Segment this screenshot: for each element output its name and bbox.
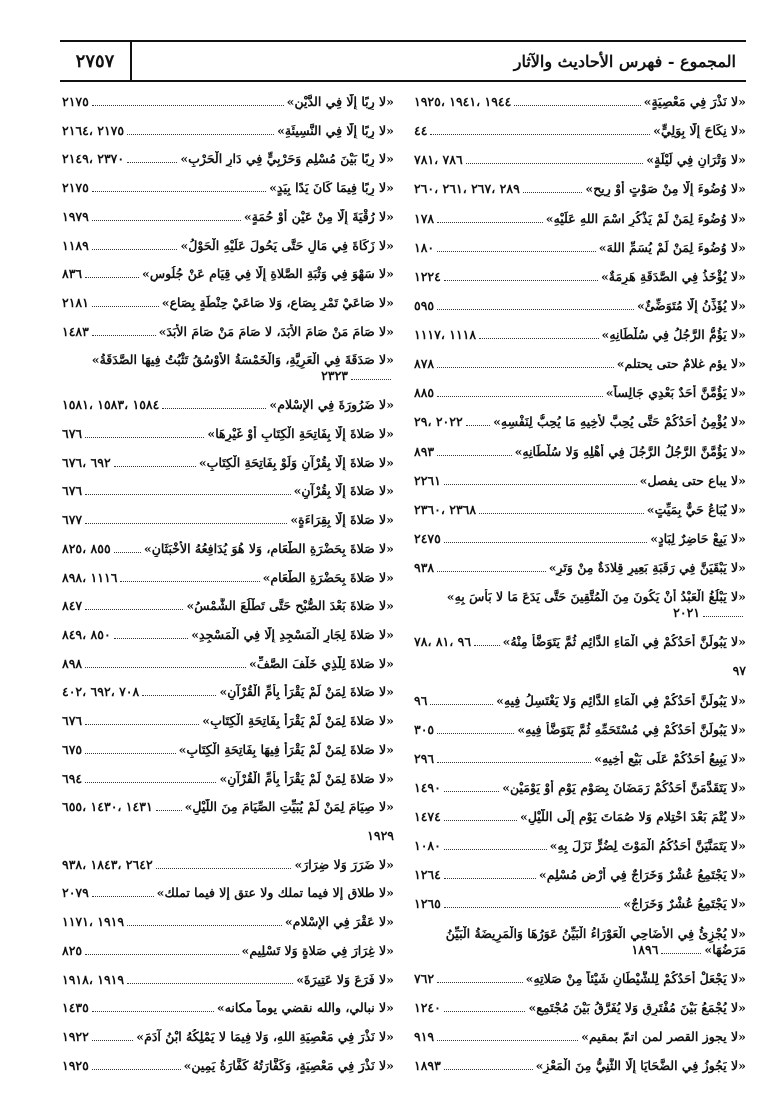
page-refs: ٢٢٦١ bbox=[414, 472, 441, 488]
dot-leader bbox=[92, 94, 284, 106]
page-refs: ٢٣٢٣ bbox=[321, 368, 348, 384]
hadith-text: «لا يَؤُمَّنَّ أَحَدٌ بَعْدِي جَالِساً» bbox=[605, 385, 746, 401]
hadith-text: «لا يباع حتى يفصل» bbox=[639, 472, 746, 488]
dot-leader bbox=[120, 570, 259, 582]
page-refs: ٨٧٨ bbox=[414, 356, 435, 372]
hadith-text: «لا يَبِيعُ أَحَدُكُمْ عَلَى بَيْعِ أَخِيهِ» bbox=[594, 750, 746, 766]
index-entry bbox=[414, 751, 746, 767]
index-entry bbox=[414, 414, 746, 430]
index-entry bbox=[62, 209, 394, 225]
hadith-text: «لا صَلاةَ لِلَّذِي خَلْفَ الصَّفِّ» bbox=[249, 655, 394, 671]
index-entry bbox=[62, 1058, 394, 1074]
index-entry bbox=[414, 240, 746, 256]
hadith-text: «لا يَجْتَمِعُ عُشْرٌ وَخَرَاجٌ» bbox=[623, 896, 746, 912]
hadith-text: «لا رِبًا بَيْنَ مُسْلِمٍ وَحَرْبِيٍّ فِي دَارِ الْحَرْبِ» bbox=[180, 151, 394, 167]
hadith-text: «لا يَؤُمُّ الرَّجُلُ فِي سُلْطَانِهِ» bbox=[601, 327, 746, 342]
page-refs-continued: ١٩٢٩ bbox=[367, 827, 394, 843]
page-refs: ٩١٩ bbox=[414, 1028, 435, 1044]
index-entry bbox=[414, 971, 746, 987]
index-entry bbox=[62, 455, 394, 471]
page-refs: ٥٩٥ bbox=[414, 297, 435, 313]
dot-leader bbox=[466, 152, 644, 164]
dot-leader bbox=[85, 656, 246, 668]
dot-leader bbox=[127, 972, 293, 984]
page-refs: ٢١٨١ bbox=[62, 295, 89, 311]
dot-leader bbox=[430, 693, 493, 705]
index-entry bbox=[62, 684, 394, 700]
page-refs: ٢١٧٥ bbox=[62, 94, 89, 109]
hadith-text: «لا فَرَعَ وَلا عَتِيرَةَ» bbox=[296, 971, 394, 987]
page-refs: ٢٠٧٩ bbox=[62, 885, 89, 901]
page-refs: ٦٧٦ bbox=[62, 425, 83, 441]
page-refs: ٦٧٥ bbox=[62, 741, 83, 757]
index-entry bbox=[414, 211, 746, 227]
hadith-text: «لا صَلاةَ لِمَنْ لَمْ يَقْرَأْ بِأُمِّ الْقُرْآنِ» bbox=[219, 770, 394, 786]
index-entry bbox=[62, 857, 394, 873]
dot-leader bbox=[474, 634, 499, 646]
index-entry bbox=[62, 885, 394, 901]
dot-leader bbox=[437, 560, 546, 572]
index-entry bbox=[62, 94, 394, 110]
dot-leader bbox=[85, 742, 175, 754]
dot-leader bbox=[444, 896, 620, 908]
dot-leader bbox=[479, 327, 598, 339]
dot-leader bbox=[92, 1000, 214, 1012]
page-refs: ١٨٩٦ bbox=[631, 941, 659, 957]
index-entry bbox=[62, 483, 394, 499]
index-entry bbox=[414, 123, 746, 139]
hadith-text: «لا صَامَ مَنْ صَامَ الأَبَدَ، لا صَامَ مَنْ صَامَ الأَبَدَ» bbox=[158, 323, 394, 339]
hadith-text: «لا غِرَارَ فِي صَلاةٍ وَلا تَسْلِيمٍ» bbox=[241, 942, 394, 958]
hadith-text: «لا عَقْرَ فِي الإِسْلامِ» bbox=[284, 914, 394, 930]
hadith-text: «لا يَبْقَيَنَّ فِي رَقَبَةِ بَعِيرٍ قِلادَةٌ مِنْ وَتَرٍ» bbox=[548, 560, 746, 575]
hadith-text: «لا يجوز القصر لمن اتمّ بمقيم» bbox=[581, 1028, 746, 1044]
hadith-text: «لا يُؤَذِّنُ إِلَّا مُتَوَضِّئٌ» bbox=[636, 297, 746, 313]
page-number: ٢٧٥٧ bbox=[60, 42, 132, 80]
hadith-text: «لا نِكَاحَ إِلَّا بِوَلِيٍّ» bbox=[653, 123, 746, 139]
index-entry bbox=[414, 693, 746, 709]
dot-leader bbox=[430, 123, 650, 135]
page-refs: ٨٣٦ bbox=[62, 266, 83, 282]
hadith-text: «لا صَلاةَ لِمَنْ لَمْ يَقْرَأْ فِيهَا بِفَاتِحَةِ الْكِتَابِ» bbox=[178, 741, 394, 757]
dot-leader bbox=[127, 123, 274, 135]
index-entry bbox=[414, 560, 746, 576]
page-refs: ٨٢٥ bbox=[62, 942, 83, 958]
dot-leader bbox=[156, 799, 182, 811]
page-refs: ٦٧٦ bbox=[62, 713, 83, 729]
index-entry bbox=[62, 397, 394, 413]
hadith-text: «لا يَبْلُغُ الْعَبْدُ أَنْ يَكُونَ مِنَ الْمُتَّقِينَ حَتَّى يَدَعَ مَا لا بَأْسَ بِهِ» bbox=[446, 589, 746, 605]
hadith-text: «لا يُجْزِئُ فِي الأَضَاحِي الْعَوْرَاءُ الْبَيِّنُ عَوَرُهَا وَالْمَرِيضَةُ الْبَيِّنُ مَرَضُهَا» bbox=[445, 925, 746, 957]
page-refs: ١٩١٩ ،١١٧١ bbox=[62, 914, 125, 930]
index-entry bbox=[414, 298, 746, 314]
page-header bbox=[60, 40, 746, 82]
page-refs: ١٨٠ bbox=[414, 239, 435, 255]
index-entry bbox=[414, 531, 746, 547]
page-refs: ٨٨٥ bbox=[414, 385, 435, 401]
hadith-text: «لا صَلاةَ بَعْدَ الصُّبْحِ حَتَّى تَطْلُعَ الشَّمْسُ» bbox=[186, 598, 394, 614]
page-refs: ١٠٨٠ bbox=[414, 838, 441, 854]
page-refs: ٩٦ ،٨١ ،٧٨ bbox=[414, 634, 472, 650]
dot-leader bbox=[92, 1058, 181, 1070]
page-refs: ٢٠٢١ bbox=[673, 605, 700, 621]
dot-leader bbox=[466, 414, 490, 426]
page-refs: ٨٩٣ bbox=[414, 443, 435, 459]
hadith-text: «لا يَبُولَنَّ أَحَدُكُمْ فِي الْمَاءِ الدَّائِمِ وَلا يَغْتَسِلُ فِيهِ» bbox=[496, 692, 746, 708]
index-entry bbox=[414, 867, 746, 883]
dot-leader bbox=[92, 209, 241, 221]
page-refs: ٦٧٦ bbox=[62, 483, 83, 499]
page-refs: ٦٩٢ ،٦٧٦ bbox=[62, 454, 111, 470]
page-refs: ٤٤ bbox=[414, 123, 428, 139]
page-refs: ٢٠٢٢ ،٢٩ bbox=[414, 414, 463, 430]
page-refs: ١٤٨٣ bbox=[62, 323, 89, 339]
index-entry bbox=[414, 473, 746, 489]
hadith-text: «لا يَبُولَنَّ أَحَدُكُمْ فِي الْمَاءِ الدَّائِمِ ثُمَّ يَتَوَضَّأُ مِنْهُ» bbox=[502, 634, 746, 650]
dot-leader bbox=[444, 838, 547, 850]
index-entry bbox=[414, 327, 746, 343]
index-entry bbox=[62, 151, 394, 167]
hadith-text: «لا نَذْرَ فِي مَعْصِيَةٍ» bbox=[643, 94, 746, 109]
page-refs: ١٩٤٤ ،١٩٤١ ،١٩٢٥ bbox=[414, 94, 512, 109]
hadith-text: «لا صَلاةَ لِمَنْ لَمْ يَقْرَأْ بِأُمِّ الْقُرْآنِ» bbox=[219, 684, 394, 700]
index-entry bbox=[414, 896, 746, 912]
hadith-text: «لا صَدَقَةَ فِي الْعَرِيَّةِ، وَالْخَمْسَةُ الأَوْسُقُ تَثْبُتُ فِيهَا الصَّدَقَةُ» bbox=[91, 352, 394, 368]
index-entry bbox=[414, 722, 746, 738]
dot-leader bbox=[142, 684, 216, 696]
page-refs: ١١٨٩ bbox=[62, 237, 89, 253]
index-entry bbox=[62, 512, 394, 528]
dot-leader bbox=[351, 368, 391, 380]
dot-leader bbox=[523, 181, 583, 193]
hadith-text: «لا صَلاةَ لِجَارِ الْمَسْجِدِ إِلَّا فِي الْمَسْجِدِ» bbox=[191, 626, 394, 642]
hadith-text: «لا صَلاةَ بِحَضْرَةِ الطَّعَامِ» bbox=[262, 569, 394, 585]
index-entry bbox=[62, 1000, 394, 1016]
left-column bbox=[414, 94, 746, 1074]
dot-leader bbox=[661, 942, 701, 954]
index-entry bbox=[414, 356, 746, 372]
hadith-text: «لا صَلاةَ إِلَّا بِقُرْآنٍ وَلَوْ بِفَاتِحَةِ الْكِتَابِ» bbox=[198, 454, 394, 470]
index-entry bbox=[62, 656, 394, 672]
index-entry bbox=[62, 266, 394, 282]
dot-leader bbox=[437, 211, 543, 223]
index-entry bbox=[62, 352, 394, 384]
index-entry bbox=[62, 180, 394, 196]
page-refs: ٧٨٦ ،٧٨١ bbox=[414, 152, 463, 168]
dot-leader bbox=[437, 385, 603, 397]
page-refs: ٩٦ bbox=[414, 692, 428, 708]
index-entry bbox=[414, 444, 746, 460]
hadith-text: «لا يؤم غلامٌ حتى يحتلم» bbox=[616, 356, 746, 372]
dot-leader bbox=[444, 1000, 526, 1012]
page-refs: ٢٤٧٥ bbox=[414, 530, 441, 546]
dot-leader bbox=[92, 238, 178, 250]
index-entry bbox=[62, 295, 394, 311]
page-refs: ٧٠٨ ،٦٩٢ ،٤٠٢ bbox=[62, 684, 140, 700]
index-entry bbox=[414, 385, 746, 401]
dot-leader bbox=[437, 444, 511, 456]
index-entry bbox=[62, 1029, 394, 1045]
hadith-text: «لا يُبَاعُ حَيٌّ بِمَيِّتٍ» bbox=[646, 501, 746, 517]
page-refs: ١٨٩٣ bbox=[414, 1058, 441, 1073]
hadith-text: «لا يَبِعْ حَاضِرٌ لِبَادٍ» bbox=[650, 530, 746, 546]
index-entry bbox=[62, 799, 394, 815]
dot-leader bbox=[156, 857, 292, 869]
page-refs: ١٩٧٩ bbox=[62, 208, 89, 224]
page-refs: ٨٤٧ bbox=[62, 598, 83, 614]
page-refs: ١٤٧٤ bbox=[414, 809, 441, 824]
index-entry bbox=[62, 238, 394, 254]
page-refs: ١٢٦٥ bbox=[414, 896, 441, 912]
page-refs: ٧٦٢ bbox=[414, 970, 435, 986]
index-entry bbox=[414, 502, 746, 518]
hadith-text: «لا نَذْرَ فِي مَعْصِيَةِ اللهِ، وَلا فِيمَا لا يَمْلِكُهُ ابْنُ آدَمَ» bbox=[136, 1029, 394, 1044]
page-refs: ٨٥٥ ،٨٢٥ bbox=[62, 540, 111, 556]
index-entry bbox=[62, 972, 394, 988]
dot-leader bbox=[85, 426, 204, 438]
page-refs: ١٤٩٠ bbox=[414, 779, 441, 795]
hadith-text: «لا رِبًا إِلَّا فِي النَّسِيئَةِ» bbox=[277, 122, 394, 138]
dot-leader bbox=[437, 722, 514, 734]
hadith-text: «لا وَتْرَانِ فِي لَيْلَةٍ» bbox=[646, 152, 746, 168]
index-entry bbox=[414, 589, 746, 621]
page-refs: ٢١٧٥ bbox=[62, 180, 89, 196]
page-refs: ٩٣٨ bbox=[414, 560, 435, 575]
hadith-text: «لا يَجْعَلْ أَحَدُكُمْ لِلشَّيْطَانِ شَيْئاً مِنْ صَلاتِهِ» bbox=[525, 970, 746, 986]
page-refs: ٢٨٩ ،٢٦٧ ،٢٦١ ،٢٦٠ bbox=[414, 181, 520, 197]
dot-leader bbox=[114, 455, 196, 467]
page-refs: ١٢٤٠ bbox=[414, 999, 441, 1015]
hadith-text: «لا يُؤْخَذُ فِي الصَّدَقَةِ هَرِمَةٌ» bbox=[600, 268, 746, 284]
page-refs: ٣٠٥ bbox=[414, 721, 435, 737]
index-entry bbox=[62, 914, 394, 930]
hadith-text: «لا يَؤُمَّنَّ الرَّجُلُ الرَّجُلَ فِي أَهْلِهِ وَلا سُلْطَانِهِ» bbox=[514, 443, 746, 459]
dot-leader bbox=[92, 295, 159, 307]
dot-leader bbox=[437, 240, 596, 252]
page-refs: ١٩٢٥ bbox=[62, 1057, 89, 1073]
page-refs: ١١١٨ ،١١١٧ bbox=[414, 327, 477, 342]
dot-leader bbox=[85, 266, 139, 278]
dot-leader bbox=[444, 1058, 533, 1070]
index-entry bbox=[414, 181, 746, 197]
index-entry bbox=[414, 634, 746, 650]
page-refs: ١٤٣٥ bbox=[62, 1000, 89, 1016]
index-entry bbox=[414, 1000, 746, 1016]
hadith-text: «لا زَكَاةَ فِي مَالٍ حَتَّى يَحُولَ عَلَيْهِ الْحَوْلُ» bbox=[180, 237, 394, 253]
index-entry bbox=[62, 570, 394, 586]
dot-leader bbox=[444, 269, 598, 281]
page-refs: ١٤٣١ ،١٤٣٠ ،٦٥٥ bbox=[62, 799, 153, 815]
hadith-text: «لا سَهْوَ فِي وَثْبَةِ الصَّلاةِ إِلَّا فِي قِيَامٍ عَنْ جُلُوسٍ» bbox=[142, 266, 394, 282]
dot-leader bbox=[514, 94, 640, 106]
index-entry bbox=[414, 780, 746, 796]
dot-leader bbox=[437, 1029, 578, 1041]
hadith-text: «لا يَبُولَنَّ أَحَدُكُمْ فِي مُسْتَحَمِّهِ ثُمَّ يَتَوَضَّأُ فِيهِ» bbox=[517, 721, 746, 737]
running-title: المجموع - فهرس الأحاديث والآثار bbox=[513, 51, 736, 71]
index-entry bbox=[62, 771, 394, 787]
page-refs-continued: ٩٧ bbox=[732, 663, 746, 679]
hadith-text: «لا صَلاةَ إِلَّا بِقِرَاءَةٍ» bbox=[290, 512, 394, 528]
dot-leader bbox=[85, 713, 199, 725]
dot-leader bbox=[437, 298, 634, 310]
index-entry bbox=[62, 123, 394, 139]
page-refs: ١٥٨٤ ،١٥٨٣ ،١٥٨١ bbox=[62, 397, 160, 413]
dot-leader bbox=[437, 971, 523, 983]
dot-leader bbox=[162, 397, 266, 409]
index-entry bbox=[62, 598, 394, 614]
hadith-text: «لا رِبًا فِيمَا كَانَ يَدًا بِيَدٍ» bbox=[269, 180, 394, 196]
dot-leader bbox=[444, 867, 536, 879]
hadith-text: «لا صَلاةَ بِحَضْرَةِ الطَّعَامِ، وَلا هُوَ يُدَافِعُهُ الأَخْبَثَانِ» bbox=[143, 540, 394, 556]
dot-leader bbox=[85, 512, 287, 524]
page-refs: ٨٩٨ bbox=[62, 655, 83, 671]
index-entry bbox=[62, 627, 394, 643]
index-entry bbox=[414, 152, 746, 168]
index-entry bbox=[414, 809, 746, 825]
index-columns bbox=[62, 94, 746, 1074]
page-refs: ١٢٦٤ bbox=[414, 867, 441, 883]
page-refs: ٢٣٧٠ ،٢١٤٩ bbox=[62, 151, 125, 167]
hadith-text: «لا صَلاةَ إِلَّا بِقُرْآنٍ» bbox=[293, 483, 394, 499]
page-refs: ١٩١٩ ،١٩١٨ bbox=[62, 971, 125, 987]
hadith-text: «لا يُتْمَ بَعْدَ احْتِلامٍ وَلا صُمَاتَ يَوْمٍ إِلَى اللَّيْلِ» bbox=[520, 809, 746, 824]
index-entry bbox=[414, 926, 746, 958]
index-entry bbox=[414, 838, 746, 854]
index-entry bbox=[62, 713, 394, 729]
index-entry bbox=[62, 943, 394, 959]
index-entry bbox=[62, 541, 394, 557]
dot-leader bbox=[92, 885, 154, 897]
index-entry bbox=[414, 269, 746, 285]
hadith-text: «لا وُضُوءَ إِلَّا مِنْ صَوْتٍ أَوْ رِيحٍ» bbox=[585, 181, 746, 197]
index-entry bbox=[414, 94, 746, 110]
page-refs: ٢٦٤٢ ،١٨٤٣ ،٩٣٨ bbox=[62, 856, 153, 872]
page-refs: ١١١٦ ،٨٩٨ bbox=[62, 569, 118, 585]
dot-leader bbox=[85, 943, 238, 955]
index-entry bbox=[62, 742, 394, 758]
page-refs: ١٩٢٢ bbox=[62, 1029, 89, 1044]
hadith-text: «لا يَجُوزُ فِي الضَّحَايَا إِلَّا الثَّنِيُّ مِنَ الْمَعْزِ» bbox=[535, 1058, 746, 1073]
dot-leader bbox=[92, 1029, 133, 1041]
page-refs: ٢١٧٥ ،٢١٦٤ bbox=[62, 122, 125, 138]
hadith-text: «لا صَاعَيْ تَمْرٍ بِصَاعٍ، وَلا صَاعَيْ حِنْطَةٍ بِصَاعٍ» bbox=[161, 295, 394, 311]
page-refs: ٦٩٤ bbox=[62, 770, 83, 786]
hadith-text: «لا يُجْمَعُ بَيْنَ مُفْتَرِقٍ وَلا يُفَرَّقُ بَيْنَ مُجْتَمِعٍ» bbox=[528, 999, 746, 1015]
dot-leader bbox=[479, 502, 644, 514]
hadith-text: «لا رُقْيَةَ إِلَّا مِنْ عَيْنٍ أَوْ حُمَةٍ» bbox=[243, 208, 394, 224]
index-entry bbox=[414, 1029, 746, 1045]
dot-leader bbox=[703, 605, 743, 617]
hadith-text: «لا وُضُوءَ لِمَنْ لَمْ يَذْكُرِ اسْمَ اللهِ عَلَيْهِ» bbox=[545, 210, 746, 226]
dot-leader bbox=[444, 809, 517, 821]
index-entry bbox=[62, 324, 394, 340]
hadith-text: «لا رِبًا إِلَّا فِي الدَّيْنِ» bbox=[286, 94, 394, 109]
hadith-text: «لا ضَرُورَةَ فِي الإِسْلامِ» bbox=[269, 397, 394, 413]
page-refs: ٦٧٧ bbox=[62, 512, 83, 528]
hadith-text: «لا ضَرَرَ وَلا ضِرَارَ» bbox=[294, 856, 394, 872]
dot-leader bbox=[127, 151, 177, 163]
page-refs: ٢٣٦٨ ،٢٣٦٠ bbox=[414, 501, 477, 517]
dot-leader bbox=[444, 473, 637, 485]
index-entry bbox=[62, 426, 394, 442]
dot-leader bbox=[114, 541, 141, 553]
page-refs: ١٢٢٤ bbox=[414, 268, 441, 284]
hadith-text: «لا نَذْرَ فِي مَعْصِيَةٍ، وَكَفَّارَتُهُ كَفَّارَةُ يَمِينٍ» bbox=[183, 1057, 394, 1073]
dot-leader bbox=[437, 356, 614, 368]
dot-leader bbox=[444, 780, 499, 792]
page-refs: ٨٥٠ ،٨٤٩ bbox=[62, 626, 111, 642]
dot-leader bbox=[92, 324, 156, 336]
index-entry bbox=[414, 1058, 746, 1074]
hadith-text: «لا وُضُوءَ لِمَنْ لَمْ يُسَمِّ اللهَ» bbox=[598, 239, 746, 255]
hadith-text: «لا يَتَمَنَّيَنَّ أَحَدُكُمُ الْمَوْتَ لِضُرٍّ نَزَلَ بِهِ» bbox=[549, 838, 746, 854]
page-refs: ١٧٨ bbox=[414, 210, 435, 226]
dot-leader bbox=[127, 914, 282, 926]
right-column bbox=[62, 94, 394, 1074]
page-refs: ٢٩٦ bbox=[414, 750, 435, 766]
hadith-text: «لا يُؤْمِنُ أَحَدُكُمْ حَتَّى يُحِبَّ لأَخِيهِ مَا يُحِبُّ لِنَفْسِهِ» bbox=[493, 414, 746, 430]
hadith-text: «لا صَلاةَ إِلَّا بِفَاتِحَةِ الْكِتَابِ أَوْ غَيْرِهَا» bbox=[207, 425, 394, 441]
dot-leader bbox=[85, 483, 290, 495]
dot-leader bbox=[114, 627, 189, 639]
hadith-text: «لا صَلاةَ لِمَنْ لَمْ يَقْرَأْ بِفَاتِحَةِ الْكِتَابِ» bbox=[202, 713, 394, 729]
hadith-text: «لا يَتَقَدَّمَنَّ أَحَدُكُمْ رَمَضَانَ بِصَوْمِ يَوْمٍ أَوْ يَوْمَيْنِ» bbox=[502, 779, 746, 795]
dot-leader bbox=[85, 771, 216, 783]
hadith-text: «لا نبالي، والله نقضي يوماً مكانه» bbox=[216, 1000, 394, 1016]
dot-leader bbox=[437, 751, 591, 763]
hadith-text: «لا طلاق إلا فيما تملك ولا عتق إلا فيما تملك» bbox=[156, 885, 394, 901]
hadith-text: «لا صِيَامَ لِمَنْ لَمْ يُبَيِّتِ الصِّيَامَ مِنَ اللَّيْلِ» bbox=[184, 799, 394, 815]
dot-leader bbox=[92, 180, 266, 192]
dot-leader bbox=[85, 598, 183, 610]
hadith-text: «لا يَجْتَمِعُ عُشْرٌ وَخَرَاجٌ فِي أَرْضِ مُسْلِمٍ» bbox=[538, 867, 746, 883]
dot-leader bbox=[444, 531, 647, 543]
